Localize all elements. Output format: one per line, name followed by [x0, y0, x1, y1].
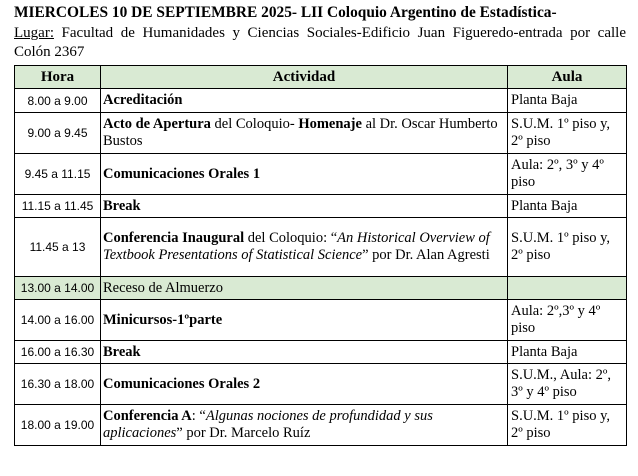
table-row	[15, 195, 627, 218]
activity-text: ” por Dr. Alan Agresti	[362, 247, 490, 263]
table-header-row	[15, 66, 627, 89]
row-time: 13.00 a 14.00	[15, 277, 101, 300]
activity-bold: Comunicaciones Orales 2	[103, 375, 261, 392]
activity-bold: Minicursos-1ºparte	[103, 311, 223, 328]
table-row	[15, 154, 627, 195]
activity-text: del Coloquio: “	[244, 230, 338, 246]
location-label: Lugar:	[14, 25, 54, 41]
row-activity	[101, 89, 508, 113]
header-aula: Aula	[508, 66, 627, 89]
table-row	[15, 405, 627, 446]
row-room: Aula: 2º,3º y 4º piso	[508, 300, 627, 341]
activity-text: al Dr. Oscar Humberto Bustos	[103, 116, 498, 149]
row-activity	[101, 154, 508, 195]
row-activity	[101, 218, 508, 277]
row-time: 9.45 a 11.15	[15, 154, 101, 195]
row-activity	[101, 113, 508, 154]
row-activity	[101, 341, 508, 364]
activity-bold: Homenaje	[298, 116, 362, 132]
activity-text: Receso de Almuerzo	[103, 279, 223, 296]
header-actividad: Actividad	[101, 66, 508, 89]
row-room: Planta Baja	[508, 195, 627, 218]
table-row	[15, 364, 627, 405]
row-room: Aula: 2º, 3º y 4º piso	[508, 154, 627, 195]
activity-bold: Acto de Apertura	[103, 116, 211, 132]
row-activity	[101, 364, 508, 405]
row-activity	[101, 300, 508, 341]
table-row	[15, 341, 627, 364]
table-row	[15, 113, 627, 154]
table-row	[15, 218, 627, 277]
row-room: S.U.M., Aula: 2º, 3º y 4º piso	[508, 364, 627, 405]
header-hora: Hora	[15, 66, 101, 89]
activity-text: ” por Dr. Marcelo Ruíz	[176, 425, 311, 441]
activity-text: del Coloquio-	[210, 116, 299, 132]
row-activity	[101, 405, 508, 446]
activity-bold: Conferencia A	[103, 408, 192, 424]
row-room: Planta Baja	[508, 89, 627, 113]
row-time: 11.15 a 11.45	[15, 195, 101, 218]
activity-bold: Comunicaciones Orales 1	[103, 165, 261, 182]
location-text: Facultad de Humanidades y Ciencias Sociales-Edificio Juan Figueredo-entrada por calle Colón 2367	[14, 25, 626, 60]
row-time: 18.00 a 19.00	[15, 405, 101, 446]
row-activity	[101, 195, 508, 218]
row-room: S.U.M. 1º piso y, 2º piso	[508, 113, 627, 154]
activity-bold: Break	[103, 343, 141, 360]
row-time: 16.00 a 16.30	[15, 341, 101, 364]
table-row-lunch	[15, 277, 627, 300]
row-room	[508, 277, 627, 300]
table-row	[15, 89, 627, 113]
activity-bold: Acreditación	[103, 92, 183, 108]
row-time: 16.30 a 18.00	[15, 364, 101, 405]
table-row	[15, 300, 627, 341]
activity-italic: An Historical Overview of Textbook Presentations of Statistical Science	[103, 230, 490, 263]
activity-text: : “	[191, 408, 206, 424]
row-room: S.U.M. 1º piso y, 2º piso	[508, 218, 627, 277]
row-time: 8.00 a 9.00	[15, 89, 101, 113]
activity-bold: Conferencia Inaugural	[103, 230, 245, 246]
page-title: MIERCOLES 10 DE SEPTIEMBRE 2025- LII Coloquio Argentino de Estadística-	[14, 4, 557, 21]
row-time: 14.00 a 16.00	[15, 300, 101, 341]
activity-italic: Algunas nociones de profundidad y sus aplicaciones	[103, 408, 433, 441]
row-activity	[101, 277, 508, 300]
row-time: 9.00 a 9.45	[15, 113, 101, 154]
row-time: 11.45 a 13	[15, 218, 101, 277]
location-line	[14, 24, 626, 62]
row-room: Planta Baja	[508, 341, 627, 364]
document	[14, 0, 626, 446]
row-room: S.U.M. 1º piso y, 2º piso	[508, 405, 627, 446]
activity-bold: Break	[103, 197, 141, 214]
schedule-table	[14, 65, 627, 446]
